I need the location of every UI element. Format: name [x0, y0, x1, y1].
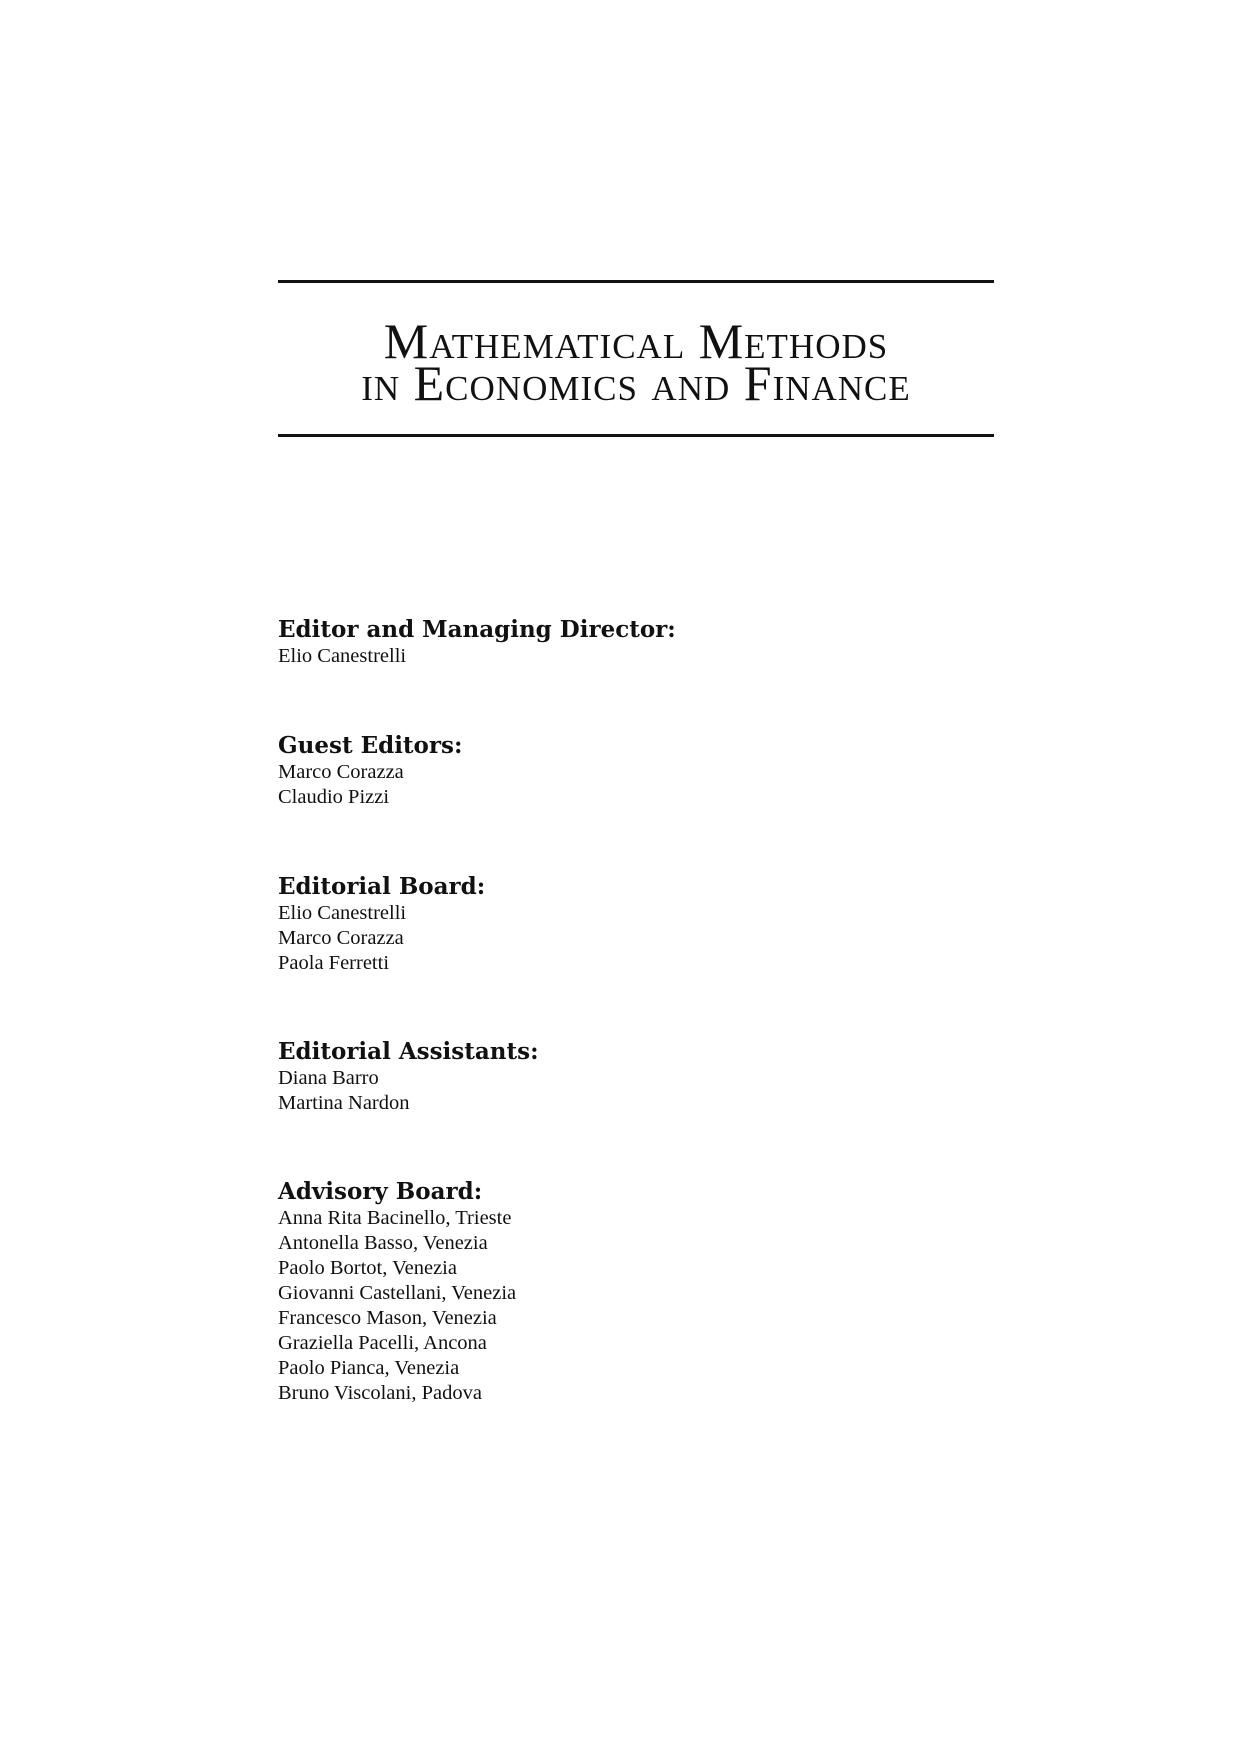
member-name: Marco Corazza — [278, 927, 404, 949]
journal-title — [278, 313, 994, 411]
member-name: Martina Nardon — [278, 1092, 410, 1114]
member-name: Francesco Mason, Venezia — [278, 1307, 497, 1329]
editor-managing-director-section — [278, 616, 878, 669]
member-name: Paola Ferretti — [278, 952, 390, 974]
editorial-assistants-section — [278, 1038, 878, 1116]
member-list — [278, 644, 878, 669]
journal-title-line-1: Mathematical Methods — [383, 313, 889, 369]
member-name: Elio Canestrelli — [278, 645, 407, 667]
editorial-board-section — [278, 873, 878, 976]
section-heading: Editor and Managing Director: — [278, 616, 676, 643]
title-top-rule — [278, 280, 994, 283]
member-list — [278, 760, 878, 810]
member-list — [278, 1206, 878, 1406]
member-name: Paolo Pianca, Venezia — [278, 1357, 460, 1379]
member-name: Graziella Pacelli, Ancona — [278, 1332, 487, 1354]
member-name: Antonella Basso, Venezia — [278, 1232, 488, 1254]
member-name: Diana Barro — [278, 1067, 379, 1089]
guest-editors-section — [278, 732, 878, 810]
title-bottom-rule — [278, 434, 994, 437]
member-name: Claudio Pizzi — [278, 786, 390, 808]
member-name: Giovanni Castellani, Venezia — [278, 1282, 517, 1304]
section-heading: Editorial Board: — [278, 873, 486, 900]
member-list — [278, 901, 878, 976]
journal-title-line-2: in Economics and Finance — [361, 355, 911, 411]
member-name: Marco Corazza — [278, 761, 404, 783]
member-name: Paolo Bortot, Venezia — [278, 1257, 457, 1279]
section-heading: Advisory Board: — [278, 1178, 483, 1205]
advisory-board-section — [278, 1178, 878, 1406]
member-list — [278, 1066, 878, 1116]
member-name: Anna Rita Bacinello, Trieste — [278, 1207, 512, 1229]
section-heading: Guest Editors: — [278, 732, 463, 759]
section-heading: Editorial Assistants: — [278, 1038, 539, 1065]
member-name: Elio Canestrelli — [278, 902, 407, 924]
member-name: Bruno Viscolani, Padova — [278, 1382, 482, 1404]
